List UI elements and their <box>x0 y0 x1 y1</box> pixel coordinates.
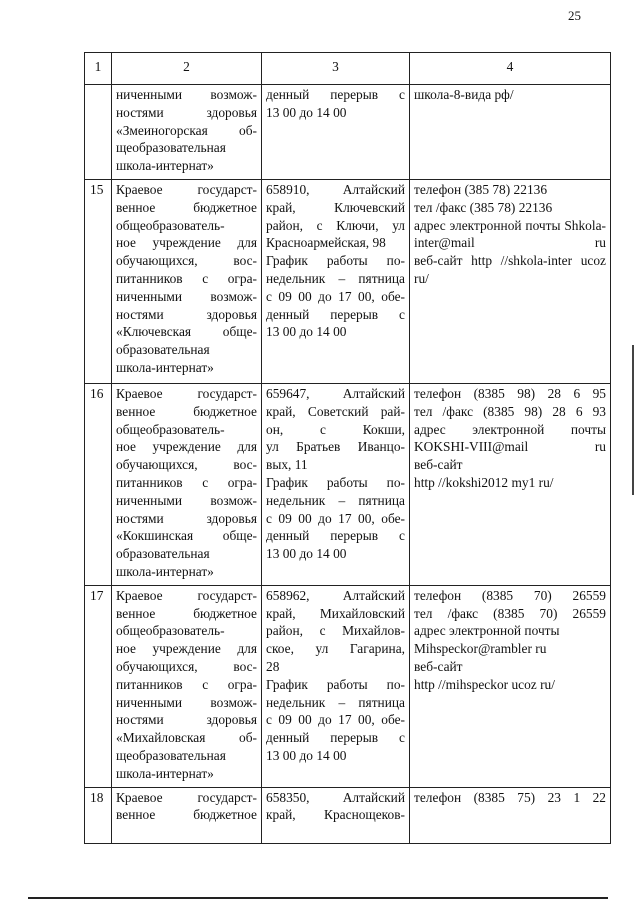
address-cell <box>262 179 410 383</box>
institution-name-cell <box>112 85 262 180</box>
text-line: 658350, Алтайский <box>266 789 405 805</box>
text-line: питанников с огра- <box>116 676 257 692</box>
contacts-cell <box>410 85 611 180</box>
text-line: обучающихся, вос- <box>116 658 257 674</box>
column-header: 4 <box>410 53 611 85</box>
text-line: ниченными возмож- <box>116 288 257 304</box>
text-line: График работы по- <box>266 253 405 269</box>
text-line: общеобразователь- <box>116 217 225 233</box>
text-line: 13 00 до 14 00 <box>266 104 347 120</box>
text-line: школа-интернат» <box>116 765 214 781</box>
phone-line: телефон (385 78) 22136 <box>414 181 548 197</box>
text-line: Краевое государст- <box>116 789 257 805</box>
text-line: ностями здоровья <box>116 712 257 728</box>
website-line: школа-8-вида рф/ <box>414 87 514 102</box>
text-line: школа-интернат» <box>116 563 214 579</box>
website-line: http //mihspeckor ucoz ru/ <box>414 676 555 692</box>
text-line: Краевое государст- <box>116 385 257 401</box>
text-line: ностями здоровья <box>116 306 257 322</box>
text-line: 13 00 до 14 00 <box>266 747 347 763</box>
scan-margin-mark <box>632 345 634 495</box>
text-line: край, Советский рай- <box>266 403 405 419</box>
text-line: «Кокшинская обще- <box>116 528 257 544</box>
text-line: ул Братьев Иванцо- <box>266 439 405 455</box>
institutions-table <box>84 52 611 844</box>
institution-name-cell <box>112 585 262 787</box>
table-row <box>85 383 611 585</box>
text-line: венное бюджетное <box>116 403 257 419</box>
text-line: Краевое государст- <box>116 587 257 603</box>
text-line: край, Михайловский <box>266 605 405 621</box>
phone-line: телефон (8385 75) 23 1 22 <box>414 789 606 805</box>
table-row <box>85 787 611 843</box>
row-number: 16 <box>85 383 112 585</box>
text-line: район, с Михайлов- <box>266 623 405 639</box>
text-line: щеобразовательная <box>116 140 226 156</box>
text-line: 13 00 до 14 00 <box>266 546 347 562</box>
table-header-row <box>85 53 611 85</box>
text-line: ниченными возмож- <box>116 694 257 710</box>
text-line: с 09 00 до 17 00, обе- <box>266 510 405 526</box>
table-row <box>85 85 611 180</box>
row-number: 15 <box>85 179 112 383</box>
text-line: школа-интернат» <box>116 359 214 375</box>
text-line: с 09 00 до 17 00, обе- <box>266 712 405 728</box>
text-line: денный перерыв с <box>266 306 405 322</box>
contacts-cell <box>410 383 611 585</box>
text-line: недельник – пятница <box>266 492 405 508</box>
text-line: район, с Ключи, ул <box>266 217 405 233</box>
contacts-cell <box>410 179 611 383</box>
row-number: 17 <box>85 585 112 787</box>
table-row <box>85 585 611 787</box>
text-line: недельник – пятница <box>266 270 405 286</box>
phone-line: телефон (8385 98) 28 6 95 <box>414 385 606 401</box>
text-line: ностями здоровья <box>116 104 257 120</box>
text-line: Красноармейская, 98 <box>266 235 386 251</box>
column-header: 1 <box>85 53 112 85</box>
email-label: адрес электронной почты <box>414 623 560 639</box>
bottom-rule <box>28 897 608 899</box>
text-line: 659647, Алтайский <box>266 385 405 401</box>
text-line: недельник – пятница <box>266 694 405 710</box>
fax-line: тел /факс (8385 98) 28 6 93 <box>414 403 606 419</box>
text-line: венное бюджетное <box>116 807 257 823</box>
page-number: 25 <box>568 8 581 23</box>
text-line: общеобразователь- <box>116 623 225 639</box>
text-line: питанников с огра- <box>116 270 257 286</box>
column-header: 2 <box>112 53 262 85</box>
email-line: Mihspeckor@rambler ru <box>414 641 547 657</box>
text-line: школа-интернат» <box>116 158 214 174</box>
text-line: денный перерыв с <box>266 87 405 102</box>
text-line: «Змеиногорская об- <box>116 122 257 138</box>
text-line: 658962, Алтайский <box>266 587 405 603</box>
text-line: денный перерыв с <box>266 528 405 544</box>
address-cell <box>262 85 410 180</box>
text-line: венное бюджетное <box>116 199 257 215</box>
text-line: щеобразовательная <box>116 747 226 763</box>
address-cell <box>262 383 410 585</box>
text-line: он, с Кокши, <box>266 421 405 437</box>
text-line: денный перерыв с <box>266 730 405 746</box>
email-line: адрес электронной почты Shkola-inter@mail ru <box>414 217 606 251</box>
address-cell <box>262 585 410 787</box>
text-line: ностями здоровья <box>116 510 257 526</box>
text-line: «Михайловская об- <box>116 730 257 746</box>
column-header: 3 <box>262 53 410 85</box>
text-line: 658910, Алтайский <box>266 181 405 197</box>
text-line: 13 00 до 14 00 <box>266 324 347 340</box>
text-line: вых, 11 <box>266 457 308 473</box>
text-line: обучающихся, вос- <box>116 457 257 473</box>
contacts-cell <box>410 585 611 787</box>
website-line: веб-сайт http //shkola-inter ucoz ru/ <box>414 253 606 286</box>
text-line: питанников с огра- <box>116 474 257 490</box>
fax-line: тел /факс (385 78) 22136 <box>414 199 553 215</box>
text-line: ное учреждение для <box>116 439 257 455</box>
row-number <box>85 85 112 180</box>
email-line: адрес электронной почты KOKSHI-VIII@mail ru <box>414 421 606 455</box>
text-line: с 09 00 до 17 00, обе- <box>266 288 405 304</box>
institution-name-cell <box>112 787 262 843</box>
text-line: край, Краснощеков- <box>266 807 405 823</box>
text-line: Краевое государст- <box>116 181 257 197</box>
table-row <box>85 179 611 383</box>
row-number: 18 <box>85 787 112 843</box>
text-line: «Ключевская обще- <box>116 324 257 340</box>
fax-line: тел /факс (8385 70) 26559 <box>414 605 606 621</box>
text-line: образовательная <box>116 546 210 562</box>
text-line: График работы по- <box>266 474 405 490</box>
text-line: ное учреждение для <box>116 235 257 251</box>
institution-name-cell <box>112 179 262 383</box>
phone-line: телефон (8385 70) 26559 <box>414 587 606 603</box>
text-line: обучающихся, вос- <box>116 253 257 269</box>
institution-name-cell <box>112 383 262 585</box>
text-line: ное учреждение для <box>116 641 257 657</box>
website-label: веб-сайт <box>414 457 463 473</box>
text-line: край, Ключевский <box>266 199 405 215</box>
text-line: венное бюджетное <box>116 605 257 621</box>
contacts-cell <box>410 787 611 843</box>
address-cell <box>262 787 410 843</box>
text-line: 28 <box>266 658 280 674</box>
text-line: общеобразователь- <box>116 421 225 437</box>
website-label: веб-сайт <box>414 658 463 674</box>
text-line: График работы по- <box>266 676 405 692</box>
text-line: ниченными возмож- <box>116 87 257 102</box>
text-line: ниченными возмож- <box>116 492 257 508</box>
website-line: http //kokshi2012 my1 ru/ <box>414 474 554 490</box>
text-line: ское, ул Гагарина, <box>266 641 405 657</box>
text-line: образовательная <box>116 342 210 358</box>
